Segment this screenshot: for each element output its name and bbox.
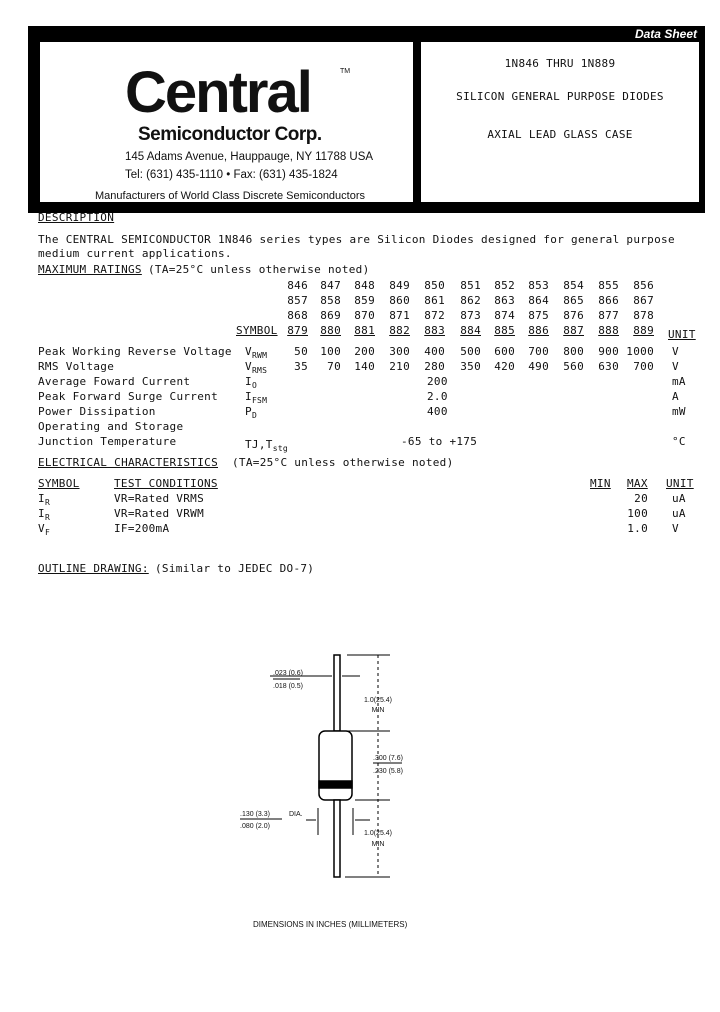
part-number-cell: 869 — [320, 309, 341, 322]
rating-unit: V — [672, 345, 679, 358]
part-number-cell: 850 — [424, 279, 445, 292]
rating-value: 35 — [294, 360, 308, 373]
lead-dia-max: .023 (0.6) — [273, 670, 303, 677]
part-number-cell: 862 — [460, 294, 481, 307]
part-number-cell: 877 — [598, 309, 619, 322]
diode-body — [319, 731, 352, 800]
trademark: TM — [340, 68, 351, 75]
part-number-cell: 870 — [354, 309, 375, 322]
part-number-cell: 875 — [528, 309, 549, 322]
body-dia-min: .080 (2.0) — [240, 823, 270, 830]
part-number-cell: 863 — [494, 294, 515, 307]
part-number-cell: 851 — [460, 279, 481, 292]
body-dia-max: .130 (3.3) — [240, 811, 270, 818]
symbol-subscript: RMS — [251, 366, 268, 375]
part-number-cell: 881 — [354, 324, 375, 337]
rating-common-value: 200 — [427, 375, 448, 388]
rating-unit: A — [672, 390, 679, 403]
part-range: 1N846 THRU 1N889 — [504, 57, 616, 70]
part-number-cell: 865 — [563, 294, 584, 307]
description-line-1: The CENTRAL SEMICONDUCTOR 1N846 series types are Silicon Diodes designed for general purpose — [38, 233, 675, 246]
part-number-cell: 847 — [320, 279, 341, 292]
symbol-subscript: O — [251, 381, 258, 390]
elec-conditions-header: TEST CONDITIONS — [114, 477, 218, 490]
rating-unit: °C — [672, 435, 686, 448]
rating-parameter: RMS Voltage — [38, 360, 115, 373]
part-number-cell: 848 — [354, 279, 375, 292]
rating-unit: mA — [672, 375, 686, 388]
rating-parameter: Operating and Storage — [38, 420, 184, 433]
rating-value: 1000 — [626, 345, 654, 358]
symbol-base: I — [245, 390, 252, 403]
lead-len-bottom: 1.0(25.4) — [363, 830, 393, 837]
rating-value: 140 — [354, 360, 375, 373]
symbol-base: V — [245, 345, 252, 358]
rating-value: 490 — [528, 360, 549, 373]
elec-max: 1.0 — [627, 522, 648, 535]
electrical-heading: ELECTRICAL CHARACTERISTICS — [38, 456, 218, 469]
symbol-subscript: D — [251, 411, 258, 420]
outline-heading: OUTLINE DRAWING: — [38, 562, 149, 575]
outline-note: (Similar to JEDEC DO-7) — [155, 562, 315, 575]
company-tagline: Manufacturers of World Class Discrete Semiconductors — [95, 190, 366, 202]
rating-value: 800 — [563, 345, 584, 358]
part-number-cell: 858 — [320, 294, 341, 307]
elec-max: 20 — [634, 492, 648, 505]
rating-value: 560 — [563, 360, 584, 373]
lead-len-bottom-min: MIN — [371, 841, 385, 848]
company-address: 145 Adams Avenue, Hauppauge, NY 11788 USA — [125, 151, 374, 163]
elec-symbol-header: SYMBOL — [38, 477, 80, 490]
symbol-subscript: F — [44, 528, 51, 537]
rating-unit: V — [672, 360, 679, 373]
symbol-subscript: FSM — [251, 396, 268, 405]
electrical-note: (TA=25°C unless otherwise noted) — [232, 456, 454, 469]
part-number-cell: 882 — [389, 324, 410, 337]
rating-parameter: Junction Temperature — [38, 435, 177, 448]
rating-common-value: 2.0 — [427, 390, 448, 403]
symbol-subscript: stg — [272, 444, 289, 453]
cathode-band — [319, 781, 352, 788]
company-name: Semiconductor Corp. — [138, 124, 322, 145]
rating-parameter: Peak Forward Surge Current — [38, 390, 218, 403]
rating-value: 630 — [598, 360, 619, 373]
elec-unit: V — [672, 522, 679, 535]
max-ratings-heading: MAXIMUM RATINGS — [38, 263, 142, 276]
body-len-min: .230 (5.8) — [373, 768, 403, 775]
elec-max-header: MAX — [627, 477, 648, 490]
product-type: SILICON GENERAL PURPOSE DIODES — [456, 90, 664, 103]
elec-max: 100 — [627, 507, 648, 520]
part-number-cell: 876 — [563, 309, 584, 322]
symbol-subscript: R — [44, 498, 51, 507]
part-number-cell: 867 — [633, 294, 654, 307]
part-number-cell: 855 — [598, 279, 619, 292]
rating-value: 210 — [389, 360, 410, 373]
part-number-cell: 868 — [287, 309, 308, 322]
part-number-cell: 872 — [424, 309, 445, 322]
lead-len-top: 1.0(25.4) — [363, 697, 393, 704]
part-number-cell: 878 — [633, 309, 654, 322]
rating-common-value: 400 — [427, 405, 448, 418]
elec-unit-header: UNIT — [666, 477, 694, 490]
rating-value: 50 — [294, 345, 308, 358]
part-number-cell: 861 — [424, 294, 445, 307]
lead-dia-min: .018 (0.5) — [273, 683, 303, 690]
part-number-cell: 864 — [528, 294, 549, 307]
part-number-cell: 887 — [563, 324, 584, 337]
symbol-base: I — [245, 375, 252, 388]
description-line-2: medium current applications. — [38, 247, 232, 260]
rating-value: 200 — [354, 345, 375, 358]
part-number-cell: 860 — [389, 294, 410, 307]
part-number-cell: 852 — [494, 279, 515, 292]
symbol-base: TJ,T — [245, 438, 273, 451]
unit-header: UNIT — [668, 328, 696, 341]
part-number-cell: 879 — [287, 324, 308, 337]
part-number-cell: 846 — [287, 279, 308, 292]
elec-unit: uA — [672, 492, 686, 505]
part-number-cell: 888 — [598, 324, 619, 337]
part-number-cell: 873 — [460, 309, 481, 322]
elec-condition: IF=200mA — [114, 522, 170, 535]
rating-value: 280 — [424, 360, 445, 373]
case-type: AXIAL LEAD GLASS CASE — [487, 128, 633, 141]
description-heading: DESCRIPTION — [38, 211, 115, 224]
rating-value: 70 — [327, 360, 341, 373]
max-ratings-note: (TA=25°C unless otherwise noted) — [148, 263, 370, 276]
symbol-header: SYMBOL — [236, 324, 278, 337]
part-number-cell: 874 — [494, 309, 515, 322]
rating-parameter: Peak Working Reverse Voltage — [38, 345, 232, 358]
part-number-cell: 849 — [389, 279, 410, 292]
elec-condition: VR=Rated VRWM — [114, 507, 204, 520]
rating-value: 100 — [320, 345, 341, 358]
data-sheet-badge: Data Sheet — [634, 27, 697, 41]
part-number-cell: 884 — [460, 324, 481, 337]
body-len-max: .300 (7.6) — [373, 755, 403, 762]
top-lead — [334, 655, 340, 731]
symbol-base: I — [38, 492, 45, 505]
rating-value: 700 — [633, 360, 654, 373]
part-number-cell: 866 — [598, 294, 619, 307]
part-number-cell: 871 — [389, 309, 410, 322]
rating-value: 300 — [389, 345, 410, 358]
rating-parameter: Average Foward Current — [38, 375, 191, 388]
part-number-cell: 883 — [424, 324, 445, 337]
rating-value: 400 — [424, 345, 445, 358]
elec-unit: uA — [672, 507, 686, 520]
part-number-cell: 854 — [563, 279, 584, 292]
symbol-base: I — [38, 507, 45, 520]
symbol-base: V — [38, 522, 45, 535]
rating-value: 900 — [598, 345, 619, 358]
part-number-cell: 885 — [494, 324, 515, 337]
company-phone: Tel: (631) 435-1110 • Fax: (631) 435-1824 — [125, 169, 338, 181]
part-number-cell: 857 — [287, 294, 308, 307]
symbol-base: V — [245, 360, 252, 373]
rating-value: 420 — [494, 360, 515, 373]
elec-min-header: MIN — [590, 477, 611, 490]
symbol-base: P — [245, 405, 252, 418]
symbol-subscript: RWM — [251, 351, 268, 360]
lead-len-top-min: MIN — [371, 707, 385, 714]
rating-value: 700 — [528, 345, 549, 358]
central-logo: Central — [125, 60, 311, 125]
rating-parameter: Power Dissipation — [38, 405, 156, 418]
elec-condition: VR=Rated VRMS — [114, 492, 204, 505]
rating-common-value: -65 to +175 — [401, 435, 478, 448]
dimensions-caption: DIMENSIONS IN INCHES (MILLIMETERS) — [253, 920, 408, 929]
part-number-cell: 856 — [633, 279, 654, 292]
rating-value: 600 — [494, 345, 515, 358]
bottom-lead — [334, 800, 340, 877]
symbol-subscript: R — [44, 513, 51, 522]
part-number-cell: 886 — [528, 324, 549, 337]
part-number-cell: 859 — [354, 294, 375, 307]
part-number-cell: 889 — [633, 324, 654, 337]
rating-value: 350 — [460, 360, 481, 373]
rating-unit: mW — [672, 405, 686, 418]
part-number-cell: 853 — [528, 279, 549, 292]
dia-label: DIA. — [289, 811, 303, 818]
part-number-cell: 880 — [320, 324, 341, 337]
rating-value: 500 — [460, 345, 481, 358]
